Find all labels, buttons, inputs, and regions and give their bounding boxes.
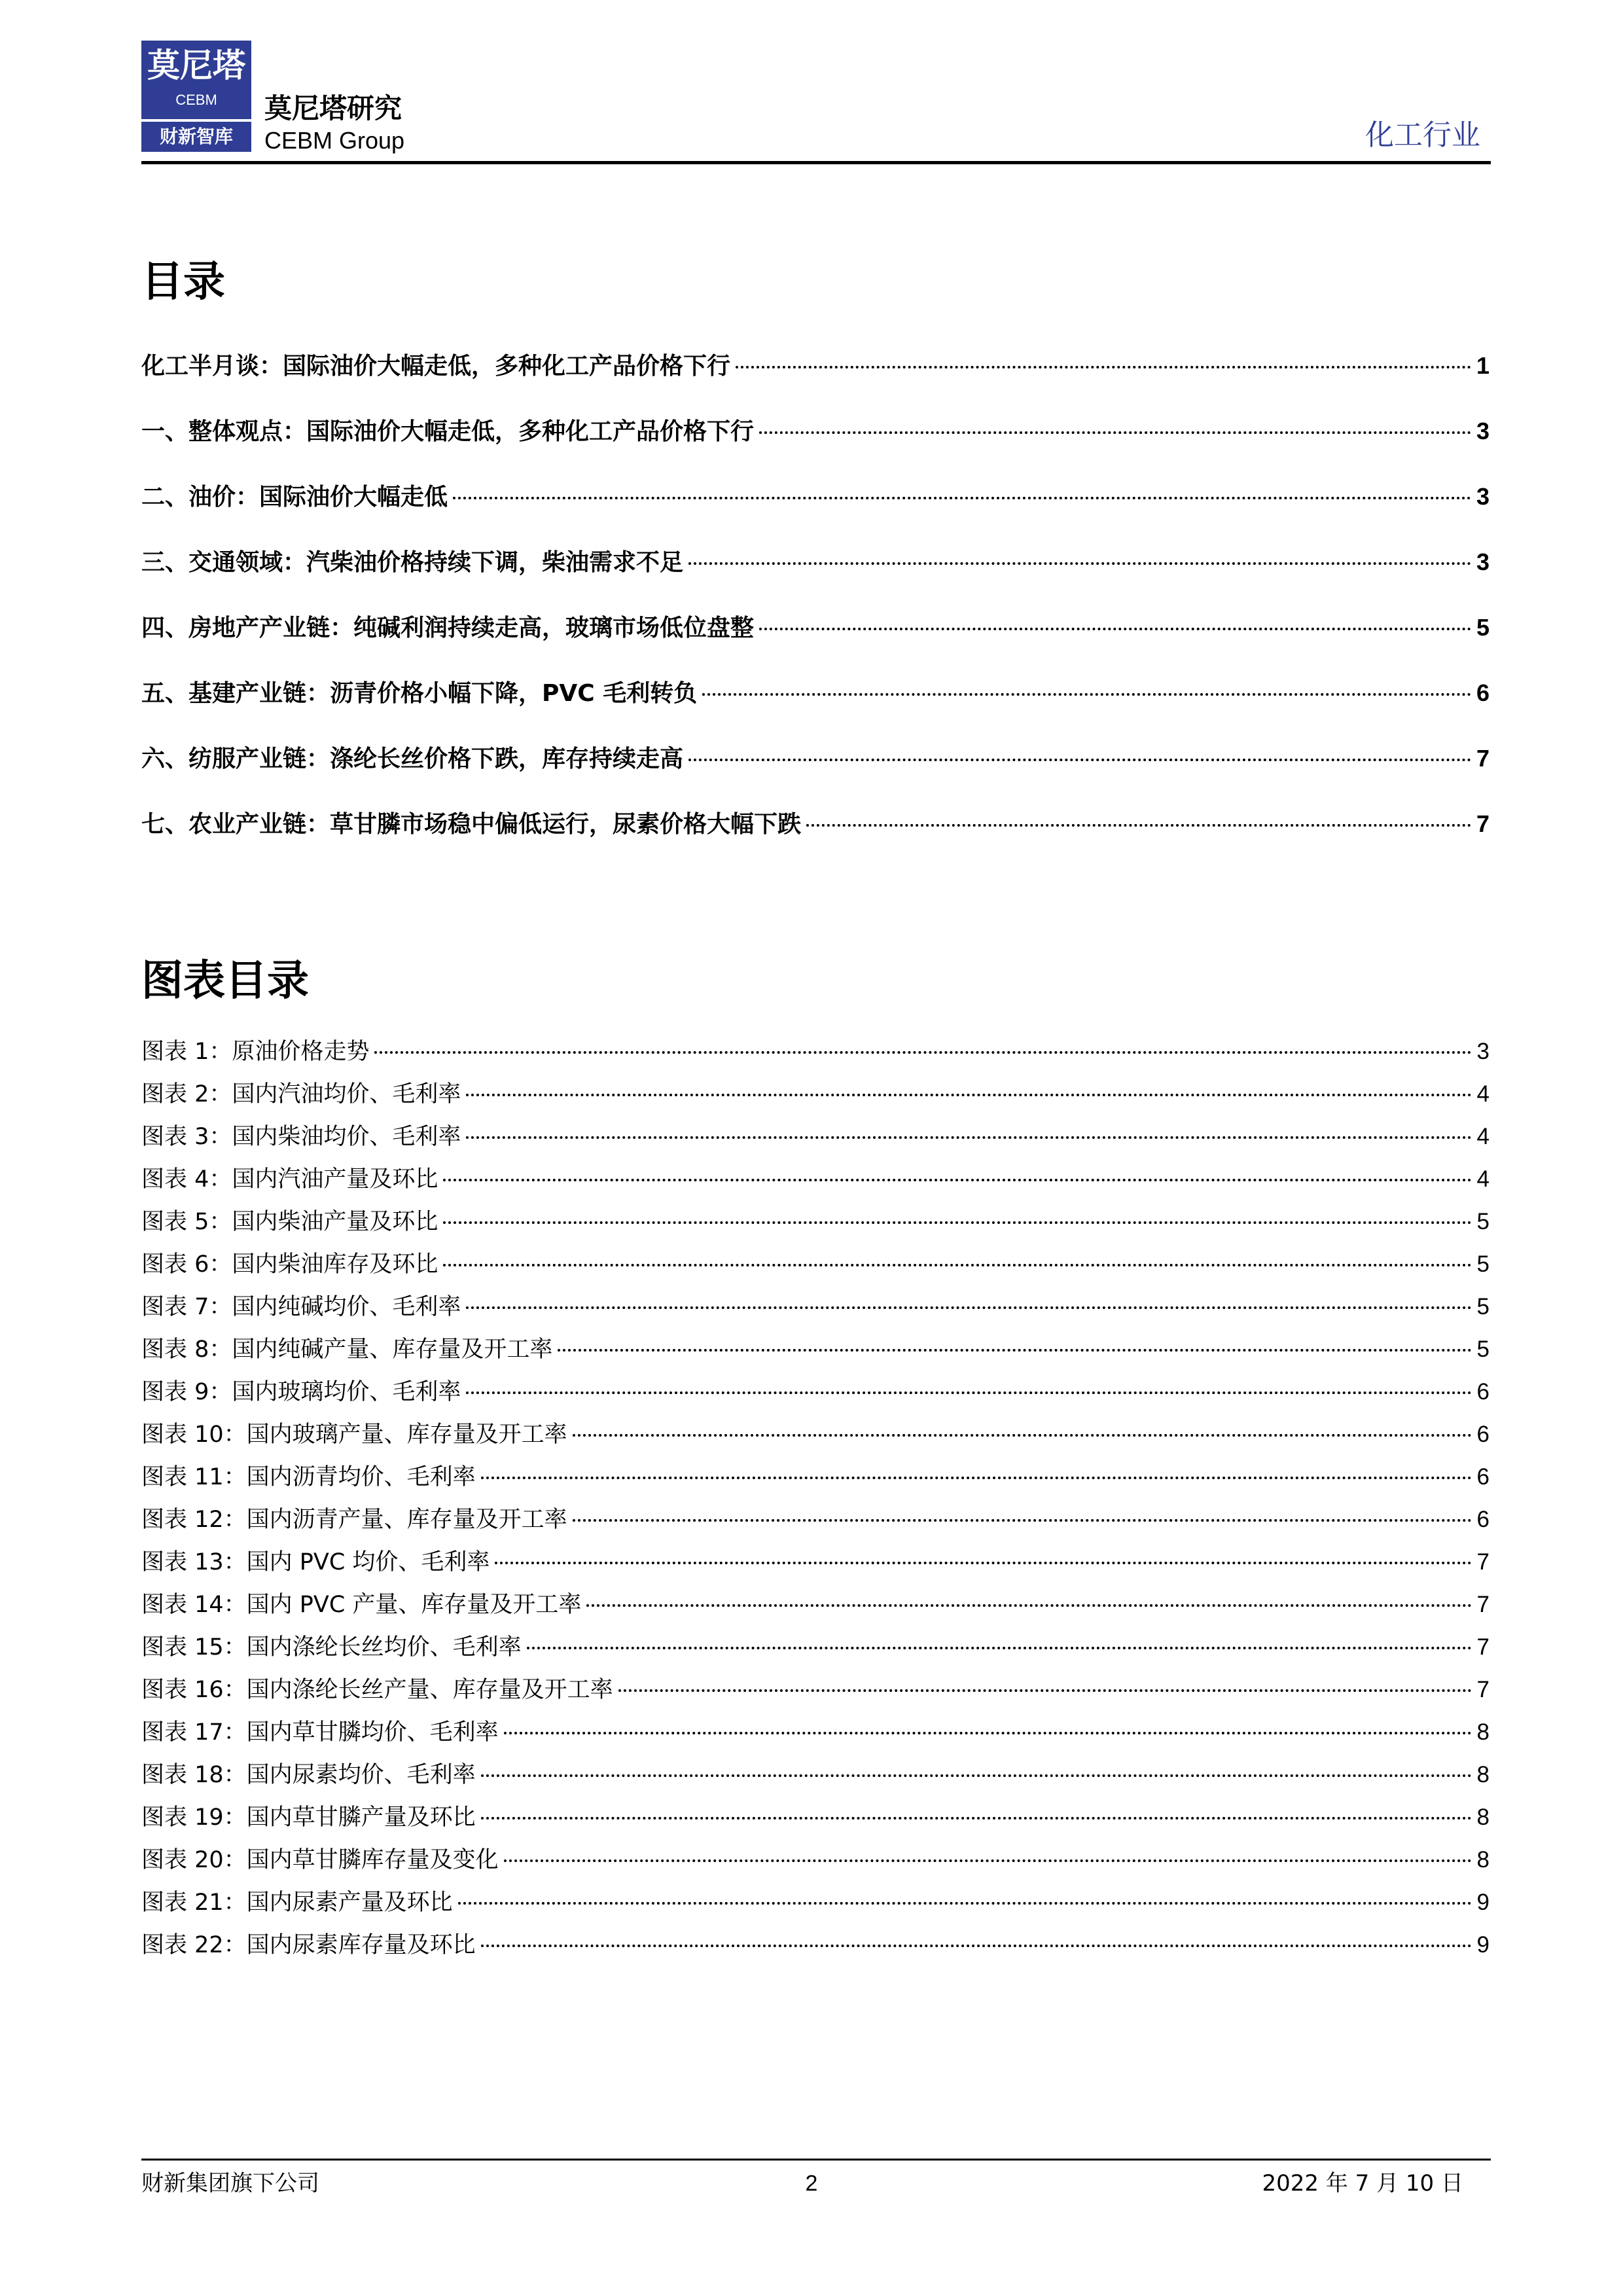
figure-item-page: 4 [1476, 1166, 1489, 1192]
figure-item-page: 4 [1476, 1081, 1489, 1107]
toc-item-label: 七、农业产业链：草甘膦市场稳中偏低运行，尿素价格大幅下跌 [141, 811, 802, 838]
cebm-logo [141, 41, 251, 119]
figure-list-title: 图表目录 [141, 957, 309, 1005]
figure-item-page: 8 [1476, 1719, 1489, 1745]
figure-item-label: 图表 15：国内涤纶长丝均价、毛利率 [141, 1634, 522, 1660]
figure-item-page: 6 [1476, 1379, 1489, 1405]
figure-item-page: 5 [1476, 1336, 1489, 1362]
dot-leader [586, 1604, 1471, 1607]
toc-item-label: 三、交通领域：汽柴油价格持续下调，柴油需求不足 [141, 549, 684, 576]
dot-leader [759, 431, 1471, 434]
figure-item[interactable] [141, 1505, 1489, 1535]
figure-item-page: 9 [1476, 1890, 1489, 1915]
header-divider [141, 161, 1491, 164]
figure-item[interactable] [141, 1760, 1489, 1790]
toc-item-label: 一、整体观点：国际油价大幅走低，多种化工产品价格下行 [141, 418, 755, 445]
figure-item-page: 7 [1476, 1634, 1489, 1660]
dot-leader [759, 628, 1471, 630]
toc-item[interactable] [141, 546, 1489, 579]
dot-leader [504, 1732, 1472, 1734]
toc-item[interactable] [141, 808, 1489, 840]
figure-item-label: 图表 8：国内纯碱产量、库存量及开工率 [141, 1336, 553, 1363]
toc-item[interactable] [141, 611, 1489, 644]
figure-item-label: 图表 5：国内柴油产量及环比 [141, 1209, 438, 1235]
dot-leader [466, 1094, 1471, 1096]
figure-item-page: 4 [1476, 1124, 1489, 1149]
figure-item-page: 8 [1476, 1847, 1489, 1873]
figure-item-label: 图表 10：国内玻璃产量、库存量及开工率 [141, 1422, 567, 1448]
figure-item[interactable] [141, 1930, 1489, 1960]
dot-leader [481, 1477, 1472, 1479]
figure-item[interactable] [141, 1717, 1489, 1748]
figure-item-label: 图表 14：国内 PVC 产量、库存量及开工率 [141, 1592, 582, 1618]
toc-title: 目录 [141, 258, 225, 306]
dot-leader [527, 1647, 1472, 1649]
figure-item-page: 8 [1476, 1804, 1489, 1830]
dot-leader [466, 1306, 1471, 1309]
toc-item-page: 3 [1476, 548, 1489, 575]
logo-chinese-text: 莫尼塔 [147, 46, 245, 84]
figure-item[interactable] [141, 1122, 1489, 1152]
toc-item-label: 化工半月谈：国际油价大幅走低，多种化工产品价格下行 [141, 353, 731, 380]
figure-item[interactable] [141, 1249, 1489, 1280]
dot-leader [481, 1945, 1472, 1947]
figure-item-label: 图表 19：国内草甘膦产量及环比 [141, 1804, 476, 1831]
figure-item-page: 7 [1476, 1592, 1489, 1617]
figure-item-label: 图表 22：国内尿素库存量及环比 [141, 1932, 476, 1958]
dot-leader [481, 1774, 1472, 1777]
figure-item[interactable] [141, 1377, 1489, 1407]
figure-item[interactable] [141, 1164, 1489, 1194]
figure-item-page: 3 [1476, 1039, 1489, 1064]
dot-leader [466, 1391, 1471, 1394]
toc-item-label: 四、房地产产业链：纯碱利润持续走高，玻璃市场低位盘整 [141, 615, 755, 641]
toc-item[interactable] [141, 350, 1489, 382]
dot-leader [374, 1051, 1471, 1054]
dot-leader [453, 497, 1471, 499]
figure-item-label: 图表 13：国内 PVC 均价、毛利率 [141, 1549, 490, 1575]
dot-leader [736, 366, 1471, 368]
industry-label: 化工行业 [1365, 118, 1480, 152]
figure-item-label: 图表 11：国内沥青均价、毛利率 [141, 1464, 476, 1490]
dot-leader [458, 1902, 1472, 1905]
figure-item-label: 图表 18：国内尿素均价、毛利率 [141, 1762, 476, 1788]
figure-item[interactable] [141, 1335, 1489, 1365]
figure-item[interactable] [141, 1462, 1489, 1492]
toc-item-page: 7 [1476, 745, 1489, 772]
figure-item-label: 图表 21：国内尿素产量及环比 [141, 1890, 453, 1916]
figure-item[interactable] [141, 1547, 1489, 1577]
figure-item-page: 5 [1476, 1209, 1489, 1234]
figure-item[interactable] [141, 1888, 1489, 1918]
figure-item-page: 7 [1476, 1549, 1489, 1575]
figure-item[interactable] [141, 1803, 1489, 1833]
figure-item-label: 图表 2：国内汽油均价、毛利率 [141, 1081, 461, 1107]
dot-leader [702, 693, 1471, 696]
figure-item-page: 6 [1476, 1507, 1489, 1532]
dot-leader [481, 1817, 1472, 1820]
logo-strip-text: 财新智库 [141, 122, 251, 152]
figure-item[interactable] [141, 1292, 1489, 1322]
dot-leader [688, 759, 1471, 761]
figure-item-page: 8 [1476, 1762, 1489, 1787]
toc-item-page: 1 [1476, 352, 1489, 379]
figure-item-label: 图表 3：国内柴油均价、毛利率 [141, 1124, 461, 1150]
footer-divider [141, 2159, 1491, 2161]
toc-item-page: 3 [1476, 418, 1489, 444]
dot-leader [504, 1859, 1472, 1862]
dot-leader [558, 1349, 1471, 1352]
figure-item[interactable] [141, 1079, 1489, 1109]
figure-item-page: 5 [1476, 1294, 1489, 1319]
figure-item-label: 图表 9：国内玻璃均价、毛利率 [141, 1379, 461, 1405]
figure-item[interactable] [141, 1632, 1489, 1662]
brand-name-chinese: 莫尼塔研究 [264, 92, 402, 124]
toc-item[interactable] [141, 677, 1489, 709]
figure-item-label: 图表 16：国内涤纶长丝产量、库存量及开工率 [141, 1677, 613, 1703]
toc-item-page: 3 [1476, 483, 1489, 510]
dot-leader [443, 1221, 1471, 1224]
figure-item[interactable] [141, 1207, 1489, 1237]
figure-item-label: 图表 6：国内柴油库存及环比 [141, 1251, 438, 1278]
figure-item-label: 图表 7：国内纯碱均价、毛利率 [141, 1294, 461, 1320]
figure-item-label: 图表 12：国内沥青产量、库存量及开工率 [141, 1507, 567, 1533]
figure-item[interactable] [141, 1845, 1489, 1875]
figure-item-label: 图表 17：国内草甘膦均价、毛利率 [141, 1719, 499, 1746]
dot-leader [573, 1519, 1472, 1522]
report-date: 2022 年 7 月 10 日 [1262, 2170, 1463, 2197]
logo-english-text: CEBM [175, 92, 217, 108]
figure-item-label: 图表 20：国内草甘膦库存量及变化 [141, 1847, 499, 1873]
dot-leader [688, 562, 1471, 565]
toc-item-page: 6 [1476, 679, 1489, 706]
dot-leader [466, 1136, 1471, 1139]
footer-company: 财新集团旗下公司 [141, 2170, 319, 2197]
dot-leader [806, 824, 1471, 827]
toc-item-label: 五、基建产业链：沥青价格小幅下降，PVC 毛利转负 [141, 680, 698, 707]
figure-item-page: 9 [1476, 1932, 1489, 1958]
dot-leader [618, 1689, 1472, 1692]
figure-item-page: 7 [1476, 1677, 1489, 1702]
dot-leader [443, 1179, 1471, 1181]
figure-item[interactable] [141, 1590, 1489, 1620]
dot-leader [495, 1562, 1471, 1564]
dot-leader [443, 1264, 1471, 1266]
figure-item-page: 6 [1476, 1422, 1489, 1447]
page-number: 2 [805, 2171, 818, 2196]
toc-item[interactable] [141, 742, 1489, 775]
toc-item[interactable] [141, 480, 1489, 513]
dot-leader [573, 1434, 1472, 1437]
figure-item-label: 图表 1：原油价格走势 [141, 1039, 370, 1065]
figure-item[interactable] [141, 1037, 1489, 1067]
figure-item[interactable] [141, 1420, 1489, 1450]
brand-name-english: CEBM Group [264, 127, 405, 154]
figure-item-page: 6 [1476, 1464, 1489, 1490]
figure-item-label: 图表 4：国内汽油产量及环比 [141, 1166, 438, 1193]
toc-item-page: 5 [1476, 614, 1489, 641]
toc-item-page: 7 [1476, 810, 1489, 837]
toc-item-label: 六、纺服产业链：涤纶长丝价格下跌，库存持续走高 [141, 745, 684, 772]
toc-item[interactable] [141, 415, 1489, 448]
toc-item-label: 二、油价：国际油价大幅走低 [141, 484, 448, 511]
figure-item[interactable] [141, 1675, 1489, 1705]
figure-item-page: 5 [1476, 1251, 1489, 1277]
